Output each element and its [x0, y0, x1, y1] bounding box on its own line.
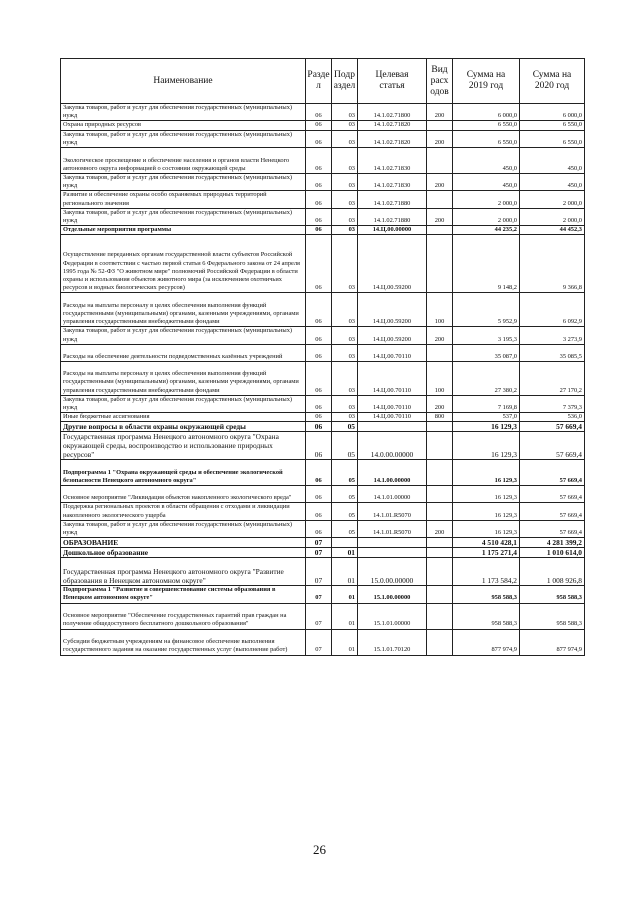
cell-name: Закупка товаров, работ и услуг для обеспечения государственных (муниципальных) нужд	[61, 520, 306, 537]
table-row	[61, 548, 585, 558]
cell-vid: 200	[427, 208, 453, 225]
cell-vid	[427, 486, 453, 503]
cell-sum2019: 16 129,3	[453, 422, 520, 432]
cell-podrazdel: 03	[332, 104, 358, 121]
cell-vid: 200	[427, 520, 453, 537]
cell-razdel: 07	[306, 586, 332, 603]
cell-podrazdel	[332, 538, 358, 548]
cell-target: 14.1.01.R5070	[358, 520, 427, 537]
cell-razdel: 06	[306, 361, 332, 395]
cell-target: 14.1.02.71800	[358, 104, 427, 121]
cell-target: 14.1.02.71880	[358, 191, 427, 208]
cell-name: Другие вопросы в области охраны окружающей среды	[61, 422, 306, 432]
cell-razdel: 06	[306, 226, 332, 235]
cell-target	[358, 422, 427, 432]
cell-name: Основное мероприятие "Ликвидация объектов накопленного экологического вреда"	[61, 486, 306, 503]
table-row	[61, 235, 585, 293]
cell-sum2019: 958 588,3	[453, 586, 520, 603]
cell-vid	[427, 503, 453, 520]
table-row	[61, 104, 585, 121]
cell-podrazdel: 05	[332, 432, 358, 460]
table-row	[61, 191, 585, 208]
cell-name: Подпрограмма 1 "Охрана окружающей среды и обеспечение экологической безопасности Ненецкого автономного округа"	[61, 460, 306, 486]
header-podrazdel: Подр аздел	[332, 59, 358, 104]
cell-podrazdel: 03	[332, 235, 358, 293]
cell-podrazdel: 05	[332, 486, 358, 503]
cell-razdel: 06	[306, 174, 332, 191]
cell-sum2019: 2 000,0	[453, 208, 520, 225]
cell-sum2020: 57 669,4	[520, 432, 585, 460]
cell-podrazdel: 03	[332, 395, 358, 412]
cell-sum2020: 450,0	[520, 174, 585, 191]
table-row	[61, 327, 585, 344]
cell-podrazdel: 03	[332, 208, 358, 225]
cell-sum2020: 57 669,4	[520, 422, 585, 432]
table-row	[61, 603, 585, 629]
cell-podrazdel: 01	[332, 548, 358, 558]
cell-sum2019: 958 588,3	[453, 603, 520, 629]
cell-podrazdel: 03	[332, 413, 358, 422]
cell-sum2019: 450,0	[453, 174, 520, 191]
cell-sum2020: 6 550,0	[520, 130, 585, 147]
cell-podrazdel: 05	[332, 520, 358, 537]
cell-sum2020: 6 092,9	[520, 293, 585, 327]
cell-target: 14.0.00.00000	[358, 432, 427, 460]
cell-name: Государственная программа Ненецкого автономного округа "Охрана окружающей среды, воспроизводство и использование природных ресурсов"	[61, 432, 306, 460]
cell-sum2019: 2 000,0	[453, 191, 520, 208]
cell-target	[358, 538, 427, 548]
cell-sum2020: 2 000,0	[520, 191, 585, 208]
cell-podrazdel: 01	[332, 629, 358, 655]
cell-sum2020: 44 452,3	[520, 226, 585, 235]
cell-vid: 200	[427, 104, 453, 121]
cell-sum2020: 2 000,0	[520, 208, 585, 225]
cell-sum2019: 16 129,3	[453, 460, 520, 486]
cell-podrazdel: 03	[332, 174, 358, 191]
cell-sum2019: 1 175 271,4	[453, 548, 520, 558]
cell-podrazdel: 01	[332, 558, 358, 586]
cell-name: ОБРАЗОВАНИЕ	[61, 538, 306, 548]
cell-sum2019: 7 169,8	[453, 395, 520, 412]
cell-vid	[427, 344, 453, 361]
cell-razdel: 06	[306, 486, 332, 503]
cell-sum2019: 6 550,0	[453, 130, 520, 147]
cell-name: Закупка товаров, работ и услуг для обеспечения государственных (муниципальных) нужд	[61, 208, 306, 225]
cell-vid: 200	[427, 130, 453, 147]
cell-sum2019: 35 087,0	[453, 344, 520, 361]
page-number: 26	[313, 842, 326, 857]
cell-vid: 200	[427, 327, 453, 344]
cell-razdel: 06	[306, 422, 332, 432]
cell-sum2019: 16 129,3	[453, 486, 520, 503]
table-header	[61, 59, 585, 104]
cell-vid: 200	[427, 395, 453, 412]
cell-sum2020: 9 366,8	[520, 235, 585, 293]
table-row	[61, 148, 585, 174]
cell-vid	[427, 226, 453, 235]
cell-name: Государственная программа Ненецкого автономного округа "Развитие образования в Ненецком автономном округе"	[61, 558, 306, 586]
cell-podrazdel: 03	[332, 191, 358, 208]
cell-vid	[427, 148, 453, 174]
cell-razdel: 06	[306, 432, 332, 460]
cell-vid: 200	[427, 174, 453, 191]
cell-sum2020: 6 000,0	[520, 104, 585, 121]
cell-target: 15.0.00.00000	[358, 558, 427, 586]
cell-razdel: 06	[306, 148, 332, 174]
cell-sum2020: 958 588,3	[520, 603, 585, 629]
cell-sum2019: 16 129,3	[453, 503, 520, 520]
cell-target: 15.1.01.00000	[358, 603, 427, 629]
cell-target: 14.Ц.00.00000	[358, 226, 427, 235]
cell-target: 14.1.02.71820	[358, 130, 427, 147]
cell-razdel: 06	[306, 344, 332, 361]
table-row	[61, 520, 585, 537]
cell-vid: 800	[427, 413, 453, 422]
cell-razdel: 06	[306, 191, 332, 208]
cell-name: Иные бюджетные ассигнования	[61, 413, 306, 422]
cell-vid	[427, 586, 453, 603]
cell-razdel: 06	[306, 413, 332, 422]
table-row	[61, 121, 585, 130]
table-row	[61, 486, 585, 503]
cell-sum2019: 16 129,3	[453, 520, 520, 537]
header-vid: Вид расх одов	[427, 59, 453, 104]
cell-razdel: 07	[306, 629, 332, 655]
cell-sum2020: 57 669,4	[520, 520, 585, 537]
cell-sum2019: 27 380,2	[453, 361, 520, 395]
table-row	[61, 293, 585, 327]
cell-target: 14.Ц.00.59200	[358, 235, 427, 293]
cell-razdel: 07	[306, 603, 332, 629]
cell-name: Подпрограмма 1 "Развитие и совершенствование системы образования в Ненецком автономном округе"	[61, 586, 306, 603]
cell-name: Закупка товаров, работ и услуг для обеспечения государственных (муниципальных) нужд	[61, 104, 306, 121]
cell-name: Закупка товаров, работ и услуг для обеспечения государственных (муниципальных) нужд	[61, 174, 306, 191]
cell-sum2020: 536,0	[520, 413, 585, 422]
table-row	[61, 558, 585, 586]
cell-podrazdel: 05	[332, 422, 358, 432]
table-row	[61, 629, 585, 655]
cell-podrazdel: 03	[332, 327, 358, 344]
cell-vid	[427, 121, 453, 130]
cell-target: 14.1.02.71880	[358, 208, 427, 225]
cell-target: 14.Ц.00.59200	[358, 327, 427, 344]
cell-target: 14.1.02.71830	[358, 148, 427, 174]
cell-sum2020: 57 669,4	[520, 486, 585, 503]
cell-sum2020: 6 550,0	[520, 121, 585, 130]
cell-target: 14.1.02.71830	[358, 174, 427, 191]
budget-table	[60, 58, 585, 656]
cell-razdel: 06	[306, 121, 332, 130]
cell-name: Дошкольное образование	[61, 548, 306, 558]
cell-podrazdel: 03	[332, 121, 358, 130]
cell-podrazdel: 03	[332, 293, 358, 327]
cell-razdel: 06	[306, 395, 332, 412]
cell-razdel: 07	[306, 558, 332, 586]
cell-name: Отдельные мероприятия программы	[61, 226, 306, 235]
cell-target: 14.1.01.R5070	[358, 503, 427, 520]
cell-target: 15.1.01.70120	[358, 629, 427, 655]
cell-vid: 100	[427, 293, 453, 327]
cell-target	[358, 548, 427, 558]
cell-sum2019: 537,0	[453, 413, 520, 422]
cell-razdel: 07	[306, 548, 332, 558]
cell-razdel: 06	[306, 460, 332, 486]
cell-target: 14.1.00.00000	[358, 460, 427, 486]
cell-sum2020: 3 273,9	[520, 327, 585, 344]
cell-target: 14.Ц.00.70110	[358, 344, 427, 361]
cell-vid	[427, 191, 453, 208]
table-row	[61, 422, 585, 432]
cell-sum2019: 450,0	[453, 148, 520, 174]
table-row	[61, 538, 585, 548]
cell-target: 14.1.02.71820	[358, 121, 427, 130]
cell-target: 14.Ц.00.70110	[358, 395, 427, 412]
cell-sum2019: 5 952,9	[453, 293, 520, 327]
cell-razdel: 06	[306, 208, 332, 225]
cell-razdel: 06	[306, 520, 332, 537]
cell-sum2020: 7 379,3	[520, 395, 585, 412]
cell-vid: 100	[427, 361, 453, 395]
header-sum2019: Сумма на 2019 год	[453, 59, 520, 104]
table-row	[61, 174, 585, 191]
cell-podrazdel: 01	[332, 603, 358, 629]
cell-sum2020: 57 669,4	[520, 503, 585, 520]
cell-target: 14.Ц.00.70110	[358, 413, 427, 422]
cell-sum2020: 57 669,4	[520, 460, 585, 486]
table-row	[61, 395, 585, 412]
cell-sum2019: 6 000,0	[453, 104, 520, 121]
table-row	[61, 432, 585, 460]
cell-name: Закупка товаров, работ и услуг для обеспечения государственных (муниципальных) нужд	[61, 327, 306, 344]
cell-podrazdel: 05	[332, 460, 358, 486]
cell-razdel: 06	[306, 503, 332, 520]
cell-name: Расходы на обеспечение деятельности подведомственных казённых учреждений	[61, 344, 306, 361]
header-sum2020: Сумма на 2020 год	[520, 59, 585, 104]
cell-vid	[427, 603, 453, 629]
cell-sum2019: 1 173 584,2	[453, 558, 520, 586]
cell-podrazdel: 03	[332, 226, 358, 235]
table-row	[61, 503, 585, 520]
cell-vid	[427, 629, 453, 655]
cell-vid	[427, 460, 453, 486]
table-row	[61, 460, 585, 486]
cell-sum2020: 1 008 926,8	[520, 558, 585, 586]
cell-podrazdel: 03	[332, 130, 358, 147]
cell-sum2020: 4 281 399,2	[520, 538, 585, 548]
cell-podrazdel: 03	[332, 148, 358, 174]
cell-name: Поддержка региональных проектов в области обращения с отходами и ликвидации накопленного экологического ущерба	[61, 503, 306, 520]
cell-name: Закупка товаров, работ и услуг для обеспечения государственных (муниципальных) нужд	[61, 395, 306, 412]
cell-sum2019: 9 148,2	[453, 235, 520, 293]
cell-name: Расходы на выплаты персоналу в целях обеспечения выполнения функций государственными (муниципальными) органами, казенными учреждениями, органами управления государственными внебюджетными фондами	[61, 361, 306, 395]
table-row	[61, 586, 585, 603]
cell-name: Охрана природных ресурсов	[61, 121, 306, 130]
table-row	[61, 226, 585, 235]
cell-name: Закупка товаров, работ и услуг для обеспечения государственных (муниципальных) нужд	[61, 130, 306, 147]
cell-sum2020: 35 085,5	[520, 344, 585, 361]
cell-vid	[427, 422, 453, 432]
cell-name: Расходы на выплаты персоналу в целях обеспечения выполнения функций государственными (муниципальными) органами, казенными учреждениями, органами управления государственными внебюджетными фондами	[61, 293, 306, 327]
cell-target: 14.Ц.00.59200	[358, 293, 427, 327]
cell-sum2019: 877 974,9	[453, 629, 520, 655]
cell-vid	[427, 235, 453, 293]
cell-sum2020: 1 010 614,0	[520, 548, 585, 558]
table-row	[61, 344, 585, 361]
cell-sum2019: 16 129,3	[453, 432, 520, 460]
cell-sum2019: 3 195,3	[453, 327, 520, 344]
cell-podrazdel: 03	[332, 361, 358, 395]
table-body	[61, 104, 585, 656]
cell-razdel: 06	[306, 327, 332, 344]
header-name: Наименование	[61, 59, 306, 104]
cell-vid	[427, 548, 453, 558]
cell-name: Экологическое просвещение и обеспечение населения и органов власти Ненецкого автономного округа информацией о состоянии окружающей среды	[61, 148, 306, 174]
cell-sum2020: 450,0	[520, 148, 585, 174]
table-row	[61, 208, 585, 225]
table-row	[61, 413, 585, 422]
cell-sum2020: 958 588,3	[520, 586, 585, 603]
cell-podrazdel: 03	[332, 344, 358, 361]
cell-sum2019: 6 550,0	[453, 121, 520, 130]
cell-razdel: 06	[306, 130, 332, 147]
cell-name: Субсидии бюджетным учреждениям на финансовое обеспечение выполнения государственного задания на оказание государственных услуг (выполнение работ)	[61, 629, 306, 655]
table-row	[61, 361, 585, 395]
cell-sum2019: 44 235,2	[453, 226, 520, 235]
cell-razdel: 06	[306, 293, 332, 327]
cell-podrazdel: 01	[332, 586, 358, 603]
cell-target: 14.1.01.00000	[358, 486, 427, 503]
cell-vid	[427, 538, 453, 548]
cell-sum2019: 4 510 428,1	[453, 538, 520, 548]
cell-name: Осуществление переданных органам государственной власти субъектов Российской Федерации в соответствии с частью первой статьи 6 Федерального закона от 24 апреля 1995 года № 52-ФЗ "О животном мире" полномочий Российской Федерации в области охраны и использования объектов животного мира (за исключением охотничьих ресурсов и водных биологических ресурсов)	[61, 235, 306, 293]
cell-vid	[427, 432, 453, 460]
table-row	[61, 130, 585, 147]
cell-vid	[427, 558, 453, 586]
cell-target: 15.1.00.00000	[358, 586, 427, 603]
cell-sum2020: 27 170,2	[520, 361, 585, 395]
cell-razdel: 06	[306, 235, 332, 293]
header-razdel: Разде л	[306, 59, 332, 104]
header-target: Целевая статья	[358, 59, 427, 104]
cell-name: Развитие и обеспечение охраны особо охраняемых природных территорий регионального значения	[61, 191, 306, 208]
cell-name: Основное мероприятие "Обеспечение государственных гарантий прав граждан на получение общедоступного бесплатного дошкольного образования"	[61, 603, 306, 629]
cell-razdel: 06	[306, 104, 332, 121]
cell-podrazdel: 05	[332, 503, 358, 520]
cell-target: 14.Ц.00.70110	[358, 361, 427, 395]
cell-razdel: 07	[306, 538, 332, 548]
cell-sum2020: 877 974,9	[520, 629, 585, 655]
